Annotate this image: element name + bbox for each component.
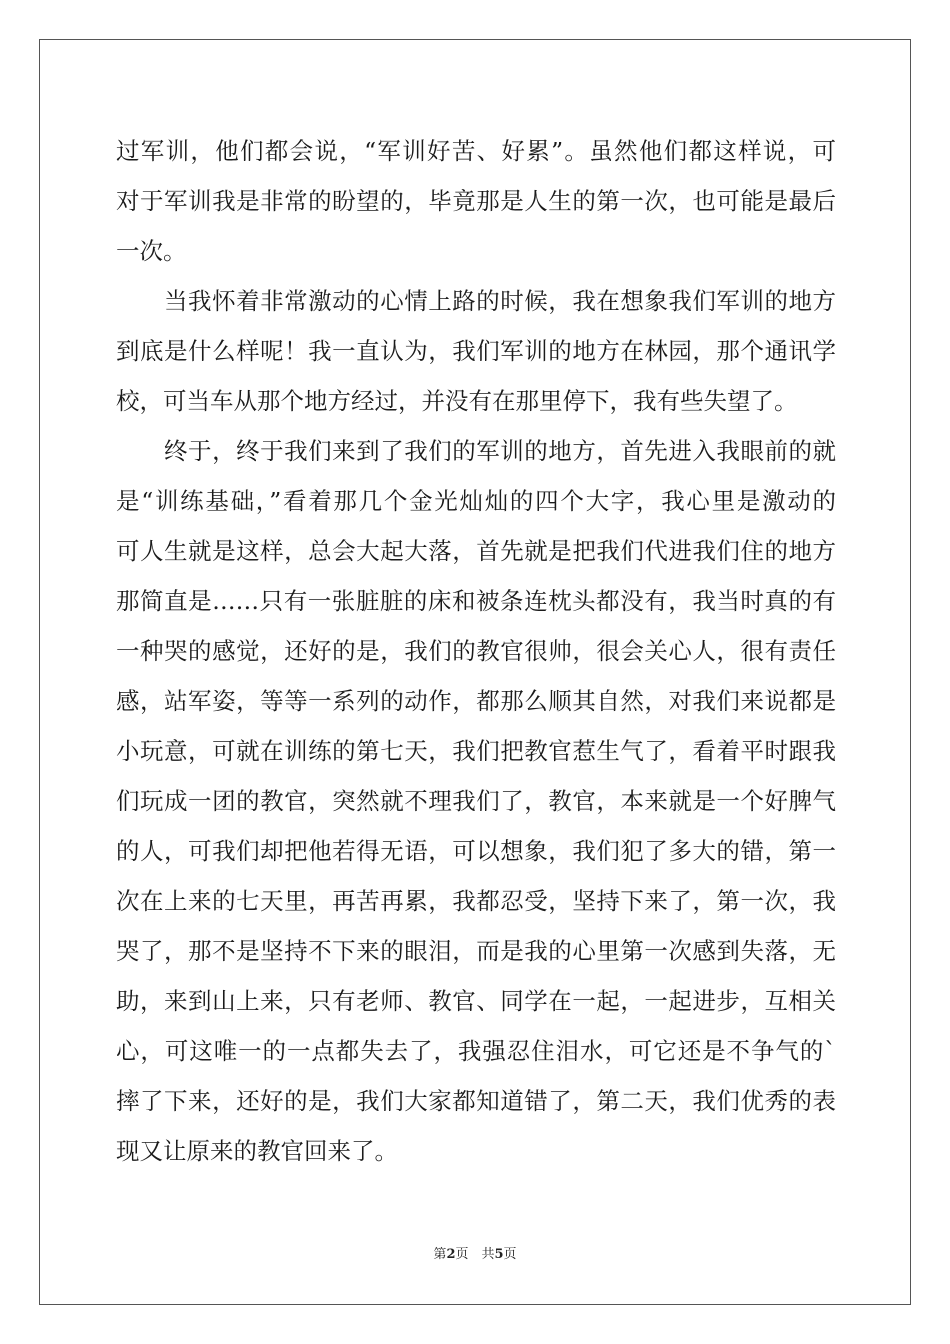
text-line: 对于军训我是非常的盼望的，毕竟那是人生的第一次，也可能是最后 [116, 187, 836, 215]
text-line: 摔了下来，还好的是，我们大家都知道错了，第二天，我们优秀的表 [116, 1087, 836, 1115]
text-line: 当我怀着非常激动的心情上路的时候，我在想象我们军训的地方 [116, 287, 836, 315]
text-line: 的人，可我们却把他若得无语，可以想象，我们犯了多大的错，第一 [116, 837, 836, 865]
text-line: 们玩成一团的教官，突然就不理我们了，教官，本来就是一个好脾气 [116, 787, 836, 815]
text-line: 一次。 [116, 237, 187, 265]
footer-page-suffix: 页 共 [455, 1247, 495, 1262]
text-line: 心，可这唯一的一点都失去了，我强忍住泪水，可它还是不争气的` [116, 1037, 836, 1065]
text-line: 感，站军姿，等等一系列的动作，都那么顺其自然，对我们来说都是 [116, 687, 836, 715]
text-line: 小玩意，可就在训练的第七天，我们把教官惹生气了，看着平时跟我 [116, 737, 836, 765]
text-line: 终于，终于我们来到了我们的军训的地方，首先进入我眼前的就 [116, 437, 836, 465]
text-line: 那简直是……只有一张脏脏的床和被条连枕头都没有，我当时真的有 [116, 587, 836, 615]
text-line: 是“训练基础，”看着那几个金光灿灿的四个大字，我心里是激动的 [116, 487, 836, 515]
text-line: 可人生就是这样，总会大起大落，首先就是把我们代进我们住的地方 [116, 537, 836, 565]
total-pages-number: 5 [494, 1247, 504, 1262]
text-line: 助，来到山上来，只有老师、教官、同学在一起，一起进步，互相关 [116, 987, 836, 1015]
current-page-number: 2 [446, 1247, 456, 1262]
text-line: 哭了，那不是坚持不下来的眼泪，而是我的心里第一次感到失落，无 [116, 937, 836, 965]
footer-total-suffix: 页 [503, 1247, 517, 1262]
page-footer [0, 1247, 950, 1263]
text-line: 一种哭的感觉，还好的是，我们的教官很帅，很会关心人，很有责任 [116, 637, 836, 665]
text-line: 校，可当车从那个地方经过，并没有在那里停下，我有些失望了。 [116, 387, 798, 415]
text-line: 次在上来的七天里，再苦再累，我都忍受，坚持下来了，第一次，我 [116, 887, 836, 915]
text-line: 过军训，他们都会说，“军训好苦、好累”。虽然他们都这样说，可 [116, 137, 836, 165]
text-line: 到底是什么样呢！我一直认为，我们军训的地方在林园，那个通讯学 [116, 337, 836, 365]
footer-prefix: 第 [433, 1247, 447, 1262]
text-line: 现又让原来的教官回来了。 [116, 1137, 398, 1165]
